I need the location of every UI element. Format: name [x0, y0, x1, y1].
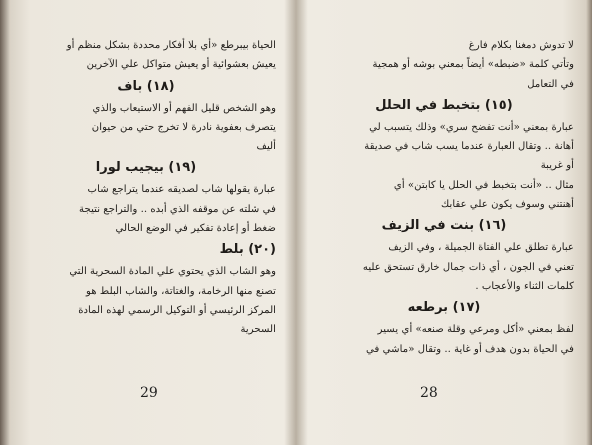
- page-number: 29: [140, 385, 158, 401]
- text-line: السحرية: [240, 324, 276, 336]
- text-line: أليف: [256, 141, 276, 153]
- text-line: أو غريبة: [540, 160, 574, 172]
- text-line: ضغط أو إعادة تفكير في الوضع الحالي: [115, 223, 276, 235]
- entry-heading: (٢٠) بلط: [219, 242, 276, 258]
- text-line: وهو الشاب الذي يحتوي علي المادة السحرية التي: [69, 266, 276, 278]
- text-line: وتأتي كلمة «ضبطه» أيضاً بمعني بوشه أو همجية: [372, 59, 574, 71]
- text-line: الحياة بيبرطع «أي بلا أفكار محددة بشكل منظم أو: [66, 40, 276, 51]
- text-line: عبارة تطلق علي الفتاة الجميلة ، وفي الزيف: [388, 242, 574, 254]
- text-line: أهانة .. وتقال العبارة عندما يسب شاب في صديقة: [364, 141, 574, 153]
- text-line: في شلته عن موقفه الذي أبده .. والتراجع نتيجة: [79, 203, 276, 215]
- left-page-text: [16, 36, 276, 340]
- text-line: تصنع منها الرخامة، والغتاتة، والشاب البلط هو: [86, 285, 276, 297]
- text-line: تعني في الجون ، أي ذات جمال خارق تستحق عليه: [362, 261, 574, 273]
- text-line: لا تدوش دمغنا بكلام فارغ: [468, 40, 574, 51]
- text-line: يعيش بعشوائية أو يعيش متواكل علي الآخرين: [86, 59, 276, 71]
- text-line: لفظ بمعني «أكل ومرعي وقلة صنعه» أي يسير: [377, 324, 574, 336]
- text-line: في التعامل: [527, 78, 574, 90]
- text-line: مثال .. «أنت بتخبط في الحلل يا كابتن» أي: [393, 179, 574, 191]
- text-line: عبارة يقولها شاب لصديقه عندما يتراجع شاب: [87, 184, 276, 196]
- text-line: المركز الرئيسي أو التوكيل الرسمي لهذه المادة: [78, 304, 276, 316]
- text-line: أهنتني وسوف يكون علي عقابك: [440, 199, 574, 211]
- entry-heading: (١٨) باف: [117, 78, 175, 94]
- right-page-text: [314, 36, 574, 359]
- entry-heading: (١٧) برطعه: [407, 300, 481, 316]
- text-line: يتصرف بعفوية نادرة لا تخرج حتي من حيوان: [91, 121, 276, 133]
- text-line: عبارة بمعني «أنت تفضح سري» وذلك يتسبب لي: [369, 121, 574, 133]
- entry-heading: (١٥) بتخبط في الحلل: [375, 97, 513, 113]
- page-number: 28: [420, 385, 438, 401]
- entry-heading: (١٩) بيجيب لورا: [95, 160, 197, 176]
- text-line: في الحياة بدون هدف أو غاية .. وتقال «ماشي في: [366, 343, 574, 355]
- text-line: كلمات الثناء والأعجاب .: [475, 280, 574, 292]
- entry-heading: (١٦) بنت في الزيف: [381, 218, 507, 234]
- text-line: وهو الشخص قليل الفهم أو الاستيعاب والذي: [92, 102, 276, 114]
- left-page: [8, 0, 286, 445]
- right-page: [302, 0, 584, 445]
